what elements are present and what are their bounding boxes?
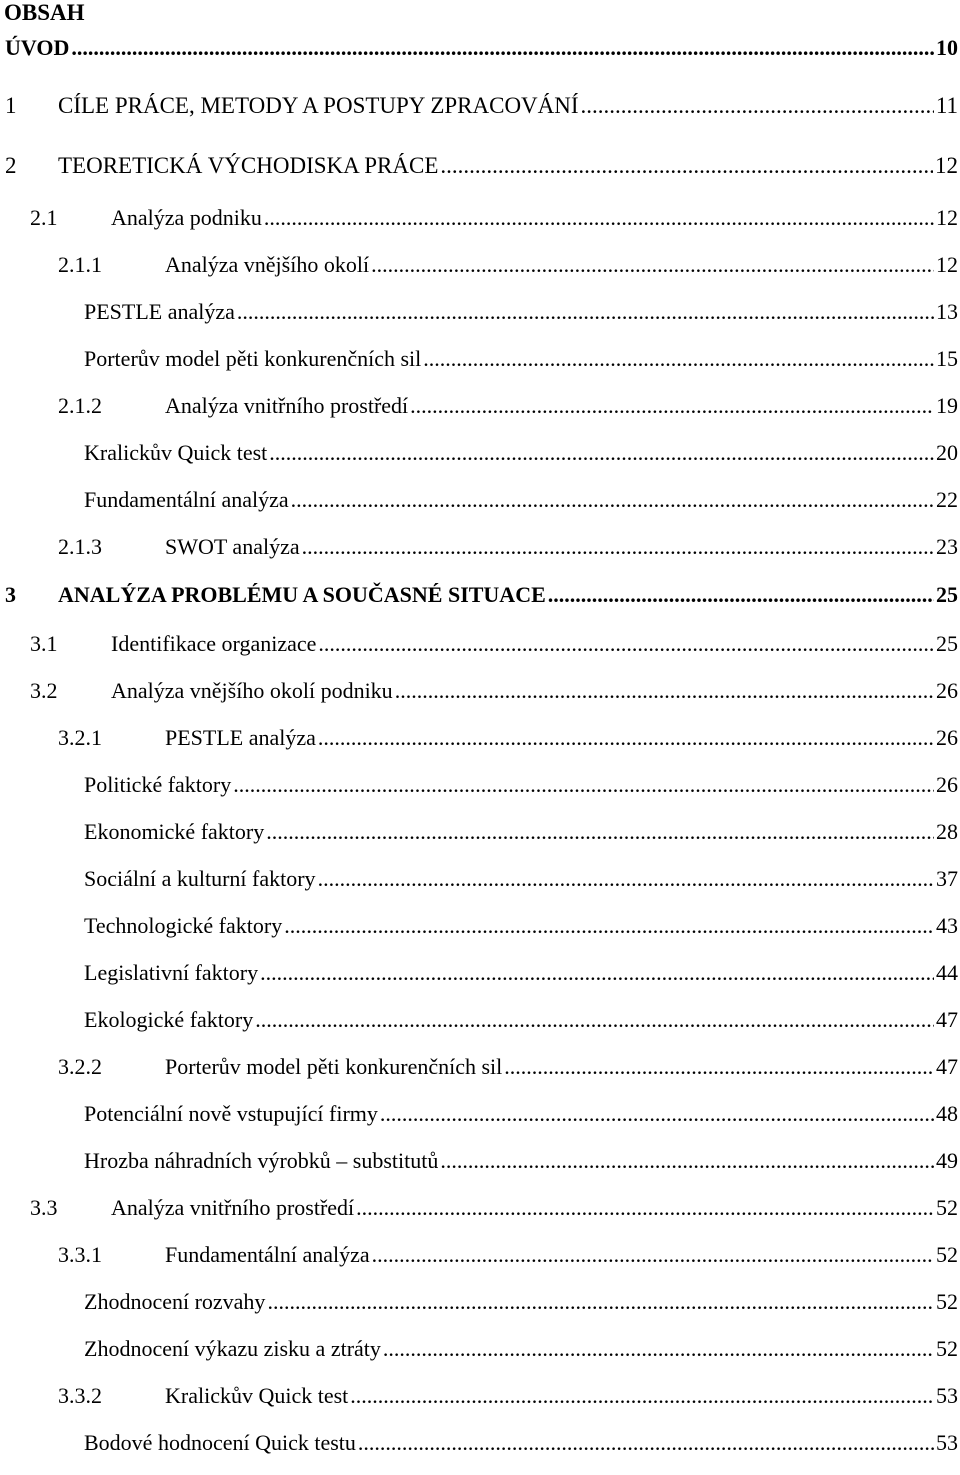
toc-leader-dots [318, 866, 934, 892]
toc-entry-title: Kralickův Quick test [165, 1383, 349, 1408]
toc-entry-page: 12 [936, 252, 958, 277]
toc-leader-dots [260, 960, 934, 986]
toc-entry-page: 53 [936, 1430, 958, 1455]
toc-entry-page: 37 [936, 866, 958, 891]
toc-entry[interactable] [0, 201, 958, 231]
toc-leader-dots [267, 1289, 934, 1315]
toc-entry-number: 2.1.1 [58, 252, 102, 277]
toc-entry[interactable] [0, 674, 958, 704]
toc-entry-title: ANALÝZA PROBLÉMU A SOUČASNÉ SITUACE [58, 582, 546, 607]
toc-entry[interactable] [0, 1003, 958, 1033]
toc-entry-page: 12 [935, 153, 958, 178]
toc-entry-page: 52 [936, 1242, 958, 1267]
toc-entry[interactable] [0, 31, 958, 61]
toc-entry-page: 11 [935, 93, 958, 118]
toc-entry[interactable] [0, 436, 958, 466]
toc-entry-title: Analýza vnějšího okolí podniku [111, 678, 393, 703]
toc-entry-title: Analýza podniku [111, 205, 262, 230]
toc-entry-page: 52 [936, 1289, 958, 1314]
toc-entry[interactable] [0, 1097, 958, 1127]
toc-entry-title: Zhodnocení rozvahy [84, 1289, 266, 1314]
toc-entry-title: Analýza vnitřního prostředí [165, 393, 409, 418]
toc-entry-number: 1 [5, 93, 17, 118]
toc-leader-dots [581, 93, 934, 119]
toc-entry-page: 15 [936, 346, 958, 371]
toc-entry-title: Ekonomické faktory [84, 819, 265, 844]
toc-leader-dots [548, 582, 934, 608]
toc-entry-number: 3.2.1 [58, 725, 102, 750]
toc-entry-number: 3.2 [30, 678, 58, 703]
toc-entry-page: 49 [936, 1148, 958, 1173]
toc-entry-page: 19 [936, 393, 958, 418]
toc-entry-page: 12 [936, 205, 958, 230]
toc-entry[interactable] [0, 295, 958, 325]
toc-leader-dots [358, 1430, 934, 1456]
toc-leader-dots [440, 153, 933, 179]
toc-entry[interactable] [0, 956, 958, 986]
toc-entry-number: 3.2.2 [58, 1054, 102, 1079]
toc-leader-dots [380, 1101, 934, 1127]
toc-entry-page: 26 [936, 678, 958, 703]
toc-leader-dots [372, 1242, 934, 1268]
toc-entry[interactable] [0, 248, 958, 278]
toc-leader-dots [284, 913, 934, 939]
toc-entry-title: PESTLE analýza [84, 299, 235, 324]
page-title: OBSAH [4, 0, 85, 25]
toc-entry-title: Technologické faktory [84, 913, 283, 938]
toc-entry[interactable] [0, 1191, 958, 1221]
toc-entry-title: Sociální a kulturní faktory [84, 866, 316, 891]
toc-entry-page: 26 [936, 772, 958, 797]
toc-entry-title: Zhodnocení výkazu zisku a ztráty [84, 1336, 381, 1361]
toc-entry[interactable] [0, 768, 958, 798]
toc-leader-dots [302, 534, 934, 560]
toc-entry[interactable] [0, 1144, 958, 1174]
toc-entry-title: Hrozba náhradních výrobků – substitutů [84, 1148, 439, 1173]
toc-leader-dots [269, 440, 934, 466]
toc-entry-page: 10 [936, 35, 958, 60]
toc-entry[interactable] [0, 815, 958, 845]
toc-entry[interactable] [0, 530, 958, 560]
toc-entry-title: Bodové hodnocení Quick testu [84, 1430, 356, 1455]
toc-entry-page: 22 [936, 487, 958, 512]
toc-entry-number: 2.1.2 [58, 393, 102, 418]
toc-entry[interactable] [0, 862, 958, 892]
toc-entry-title: Analýza vnějšího okolí [165, 252, 370, 277]
toc-leader-dots [504, 1054, 934, 1080]
toc-entry-page: 20 [936, 440, 958, 465]
toc-leader-dots [237, 299, 934, 325]
toc-entry[interactable] [0, 1426, 958, 1456]
toc-entry[interactable] [0, 483, 958, 513]
toc-entry[interactable] [0, 389, 958, 419]
toc-entry-title: SWOT analýza [165, 534, 300, 559]
toc-leader-dots [423, 346, 934, 372]
toc-entry-page: 43 [936, 913, 958, 938]
toc-entry-number: 3 [5, 582, 16, 607]
toc-leader-dots [291, 487, 934, 513]
toc-entry[interactable] [0, 149, 958, 179]
toc-entry-title: Analýza vnitřního prostředí [111, 1195, 355, 1220]
toc-leader-dots [371, 252, 934, 278]
toc-entry-title: Politické faktory [84, 772, 232, 797]
toc-entry[interactable] [0, 627, 958, 657]
toc-entry[interactable] [0, 1379, 958, 1409]
toc-entry-number: 3.3.1 [58, 1242, 102, 1267]
toc-leader-dots [264, 205, 934, 231]
toc-entry-title: Ekologické faktory [84, 1007, 254, 1032]
toc-entry[interactable] [0, 578, 958, 608]
toc-entry-number: 3.1 [30, 631, 58, 656]
toc-entry-page: 25 [936, 631, 958, 656]
toc-entry-number: 2 [5, 153, 17, 178]
toc-entry-page: 48 [936, 1101, 958, 1126]
toc-entry-title: Identifikace organizace [111, 631, 317, 656]
toc-entry-title: Fundamentální analýza [165, 1242, 370, 1267]
toc-entry-title: TEORETICKÁ VÝCHODISKA PRÁCE [58, 153, 439, 178]
toc-entry-title: CÍLE PRÁCE, METODY A POSTUPY ZPRACOVÁNÍ [58, 93, 579, 118]
toc-entry-title: Potenciální nově vstupující firmy [84, 1101, 378, 1126]
toc-entry-page: 23 [936, 534, 958, 559]
toc-leader-dots [410, 393, 934, 419]
toc-entry-page: 13 [936, 299, 958, 324]
toc-entry-page: 28 [936, 819, 958, 844]
toc-leader-dots [356, 1195, 934, 1221]
toc-leader-dots [383, 1336, 934, 1362]
toc-entry[interactable] [0, 89, 958, 119]
toc-leader-dots [395, 678, 934, 704]
toc-entry-page: 53 [936, 1383, 958, 1408]
toc-leader-dots [318, 725, 934, 751]
toc-entry-page: 52 [936, 1195, 958, 1220]
toc-entry-title: ÚVOD [5, 35, 70, 60]
toc-leader-dots [440, 1148, 934, 1174]
toc-entry-number: 2.1.3 [58, 534, 102, 559]
toc-entry-title: Porterův model pěti konkurenčních sil [165, 1054, 503, 1079]
toc-entry-page: 44 [936, 960, 958, 985]
toc-leader-dots [350, 1383, 934, 1409]
toc-entry-page: 47 [936, 1007, 958, 1032]
toc-entry-title: Kralickův Quick test [84, 440, 268, 465]
toc-entry[interactable] [0, 1238, 958, 1268]
toc-entry-title: PESTLE analýza [165, 725, 316, 750]
toc-entry-page: 52 [936, 1336, 958, 1361]
toc-entry-title: Fundamentální analýza [84, 487, 289, 512]
toc-leader-dots [233, 772, 934, 798]
toc-entry-number: 3.3 [30, 1195, 58, 1220]
toc-entry-number: 3.3.2 [58, 1383, 102, 1408]
toc-entry-page: 25 [936, 582, 958, 607]
toc-entry[interactable] [0, 1332, 958, 1362]
toc-leader-dots [71, 35, 934, 61]
toc-entry[interactable] [0, 721, 958, 751]
toc-leader-dots [266, 819, 934, 845]
toc-entry-title: Legislativní faktory [84, 960, 259, 985]
toc-entry[interactable] [0, 909, 958, 939]
toc-leader-dots [318, 631, 934, 657]
toc-entry[interactable] [0, 1285, 958, 1315]
toc-entry-title: Porterův model pěti konkurenčních sil [84, 346, 422, 371]
toc-entry[interactable] [0, 1050, 958, 1080]
toc-entry[interactable] [0, 342, 958, 372]
toc-entry-page: 26 [936, 725, 958, 750]
toc-entry-number: 2.1 [30, 205, 58, 230]
toc-leader-dots [255, 1007, 934, 1033]
toc-entry-page: 47 [936, 1054, 958, 1079]
